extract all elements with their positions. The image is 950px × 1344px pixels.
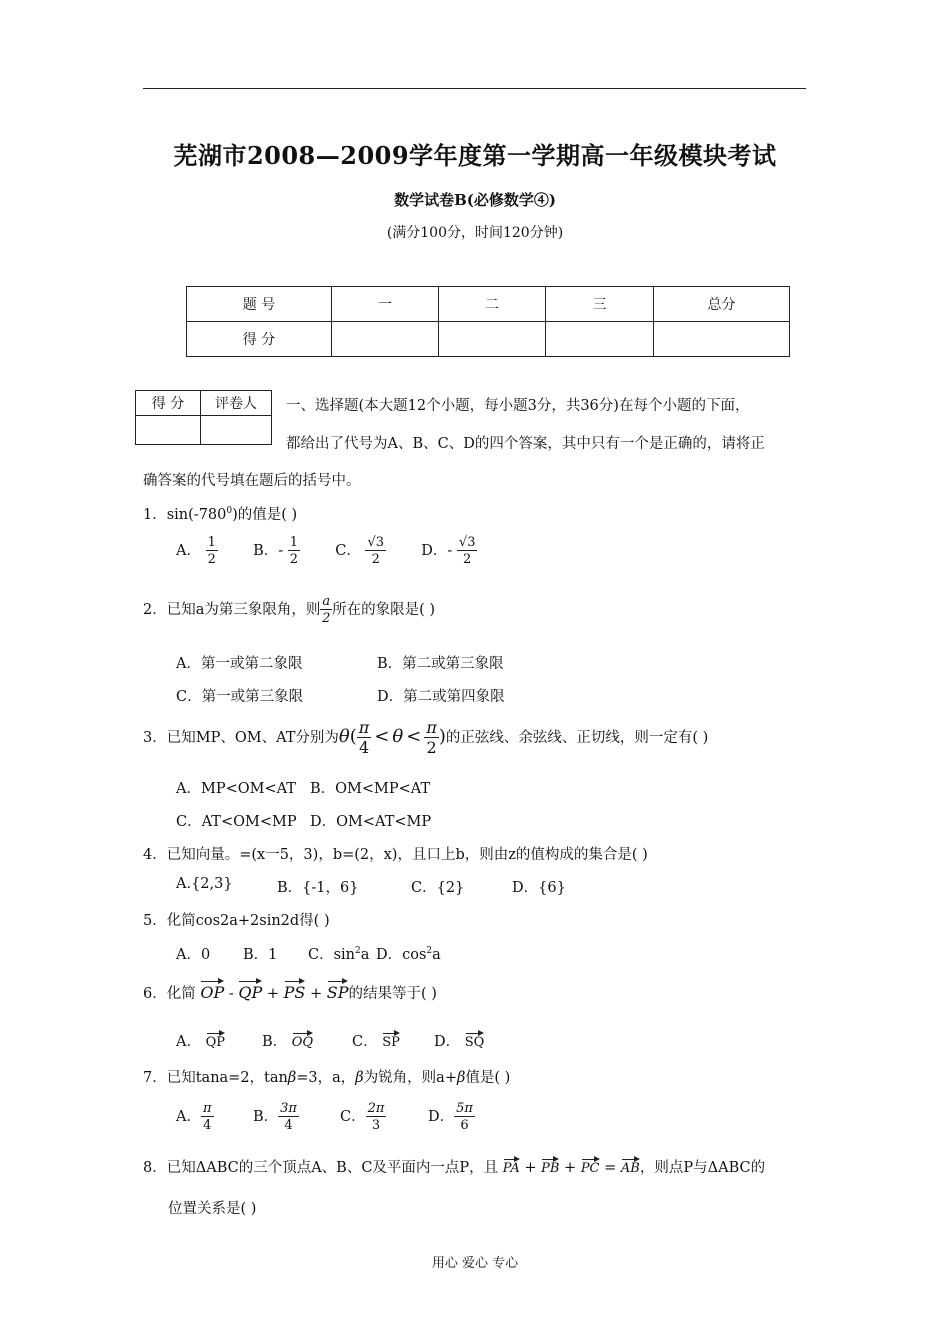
q5-stem: 5．化简cos2a+2sin2d得( ) xyxy=(143,913,330,929)
vector-pa: PA xyxy=(503,1156,520,1176)
exam-title: 芜湖市2008—2009学年度第一学期高一年级模块考试 xyxy=(173,141,777,170)
q1-options xyxy=(176,536,477,566)
q7-option-a[interactable]: A． $\frac{\pi}{4}$ xyxy=(176,1101,212,1133)
q4-stem: 4．已知向量。=(x一5，3)，b=(2，x)，且口上b，则由z的值构成的集合是( ) xyxy=(143,847,648,863)
exam-subtitle: 数学试卷B(必修数学④) xyxy=(394,191,556,209)
q1-option-b[interactable]: B．- $\frac{1}{2}$ xyxy=(253,535,299,567)
score-cell: 总分 xyxy=(654,287,790,322)
exam-note: (满分100分，时间120分钟) xyxy=(386,225,564,241)
page-footer: 用心 爱心 专心 xyxy=(431,1256,519,1271)
q1-stem: 1．$\sin(-780^0)$的值是( ) xyxy=(143,506,298,523)
section1-intro-line2: 都给出了代号为A、B、C、D的四个答案，其中只有一个是正确的，请将正 xyxy=(286,436,765,452)
q3-option-b[interactable]: B．OM<MP<AT xyxy=(310,781,431,797)
section1-intro-line3: 确答案的代号填在题后的括号中。 xyxy=(143,473,361,489)
vector-pc: PC xyxy=(581,1156,600,1176)
score-cell: 二 xyxy=(439,287,546,322)
score-cell xyxy=(654,322,790,357)
section1-intro-line1: 一、选择题(本大题12个小题，每小题3分，共36分)在每个小题的下面， xyxy=(286,398,750,414)
q4-option-d[interactable]: D．{6} xyxy=(512,880,566,896)
q1-option-d[interactable]: D．- $\frac{√3}{2}$ xyxy=(421,535,476,567)
grader-name-header: 评卷人 xyxy=(201,391,272,416)
q3-option-a[interactable]: A．MP<OM<AT xyxy=(176,781,296,797)
q2-stem: 2．已知a为第三象限角，则 $\frac{a}{2}$ 所在的象限是( ) xyxy=(143,594,436,626)
q4-option-c[interactable]: C．{2} xyxy=(411,880,465,896)
q2-option-a[interactable]: A．第一或第二象限 xyxy=(176,656,303,672)
grader-score-cell xyxy=(136,416,201,445)
q4-option-b[interactable]: B．{-1，6} xyxy=(277,880,359,896)
score-table-value-row xyxy=(187,322,790,357)
vector-sp: SP xyxy=(327,978,349,1002)
q8-stem: 8．已知ΔABC的三个顶点A、B、C及平面内一点P，且 PA + PB + PC = AB，则点P与ΔABC的 xyxy=(143,1156,765,1177)
q6-option-d[interactable]: D． SQ xyxy=(434,1030,484,1051)
q7-stem: 7．已知tana=2，tanβ=3，a，β为锐角，则a+β值是( ) xyxy=(143,1070,511,1086)
q4-option-a[interactable]: A.{2,3} xyxy=(176,876,233,892)
vector-qp: QP xyxy=(238,978,262,1002)
q3-option-d[interactable]: D．OM<AT<MP xyxy=(310,814,432,830)
vector-op: OP xyxy=(200,978,224,1002)
q5-option-c[interactable]: C．$\sin^2a$ xyxy=(308,946,370,963)
q1-option-c[interactable]: C． $\frac{√3}{2}$ xyxy=(335,535,385,567)
top-rule xyxy=(143,88,806,89)
grader-score-header: 得 分 xyxy=(136,391,201,416)
q6-option-c[interactable]: C． SP xyxy=(352,1030,400,1051)
score-cell: 题 号 xyxy=(187,287,332,322)
q6-stem: 6．化简 OP - QP + PS + SP的结果等于( ) xyxy=(143,978,437,1003)
score-cell: 得 分 xyxy=(187,322,332,357)
grader-table xyxy=(135,390,272,445)
q6-option-a[interactable]: A． QP xyxy=(176,1030,225,1051)
grader-name-cell xyxy=(201,416,272,445)
q7-option-b[interactable]: B． $\frac{3\pi}{4}$ xyxy=(253,1101,297,1133)
q2-option-b[interactable]: B．第二或第三象限 xyxy=(377,656,504,672)
q2-option-d[interactable]: D．第二或第四象限 xyxy=(377,689,505,705)
q5-option-d[interactable]: D．$\cos^2a$ xyxy=(376,946,441,963)
q3-stem: 3．已知MP、OM、AT分别为θ( $\frac{\pi}{4}$ < θ < $\frac{\pi}{2}$ )的正弦线、余弦线、正切线，则一定有( ) xyxy=(143,718,709,757)
vector-ab: AB xyxy=(621,1156,640,1176)
q3-option-c[interactable]: C．AT<OM<MP xyxy=(176,814,297,830)
q7-option-c[interactable]: C． $\frac{2\pi}{3}$ xyxy=(340,1101,385,1133)
score-cell xyxy=(332,322,439,357)
score-cell: 一 xyxy=(332,287,439,322)
q5-option-b[interactable]: B．1 xyxy=(243,947,278,963)
vector-ps: PS xyxy=(284,978,306,1002)
q5-option-a[interactable]: A．0 xyxy=(176,947,211,963)
score-cell xyxy=(546,322,654,357)
score-cell xyxy=(439,322,546,357)
q7-option-d[interactable]: D． $\frac{5\pi}{6}$ xyxy=(428,1101,473,1133)
score-table-header-row xyxy=(187,287,790,322)
q1-option-a[interactable]: A． $\frac{1}{2}$ xyxy=(176,535,216,567)
score-cell: 三 xyxy=(546,287,654,322)
q8-stem-line2: 位置关系是( ) xyxy=(168,1201,257,1217)
vector-pb: PB xyxy=(541,1156,559,1176)
score-table xyxy=(186,286,790,357)
q6-option-b[interactable]: B． OQ xyxy=(262,1030,313,1051)
q2-option-c[interactable]: C．第一或第三象限 xyxy=(176,689,304,705)
